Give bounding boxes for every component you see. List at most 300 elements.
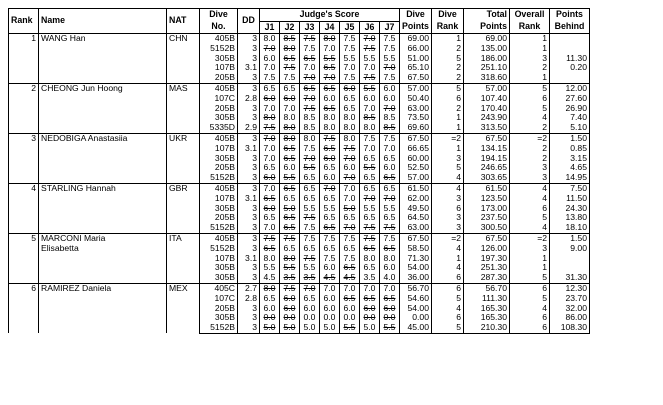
results-table <box>8 8 590 334</box>
points-behind <box>550 263 590 273</box>
total-points: 237.50 <box>464 213 510 223</box>
judge-score-value: 8.5 <box>283 33 296 43</box>
athlete-nat: ITA <box>167 233 200 283</box>
judge-score-value: 7.0 <box>263 143 276 153</box>
points-behind: 14.95 <box>550 173 590 183</box>
judge-score-1 <box>260 163 280 173</box>
judge-score-value: 5.5 <box>303 203 316 213</box>
degree-of-difficulty: 2.7 <box>238 283 260 293</box>
judge-score-value: 7.0 <box>303 153 316 163</box>
total-points: 303.65 <box>464 173 510 183</box>
athlete-rank: 2 <box>9 83 39 133</box>
judge-score-7 <box>380 104 400 114</box>
judge-score-value: 7.5 <box>283 73 296 83</box>
judge-score-2 <box>280 204 300 214</box>
judge-score-value: 7.5 <box>303 103 316 113</box>
dive-rank: 1 <box>432 123 464 133</box>
points-behind: 13.80 <box>550 213 590 223</box>
header-dive-no-line1: Dive <box>200 9 238 22</box>
judge-score-value: 6.5 <box>383 173 396 183</box>
judge-score-value: 8.0 <box>323 33 336 43</box>
judge-score-value: 7.0 <box>263 103 276 113</box>
dive-points: 69.60 <box>400 123 432 133</box>
judge-score-value: 5.0 <box>323 323 336 333</box>
total-points: 194.15 <box>464 154 510 164</box>
judge-score-1 <box>260 233 280 243</box>
judge-score-4 <box>320 313 340 323</box>
judge-score-value: 6.5 <box>263 193 276 203</box>
athlete-name-line: WANG Han <box>41 33 86 43</box>
degree-of-difficulty: 3 <box>238 34 260 44</box>
dive-rank: 2 <box>432 44 464 54</box>
judge-score-value: 8.0 <box>383 253 396 263</box>
judge-score-3 <box>300 54 320 64</box>
dive-number: 5152B <box>200 223 238 233</box>
judge-score-2 <box>280 54 300 64</box>
judge-score-value: 6.5 <box>363 213 376 223</box>
judge-score-value: 7.5 <box>343 33 356 43</box>
judge-score-value: 6.5 <box>303 183 316 193</box>
judge-score-6 <box>360 213 380 223</box>
judge-score-7 <box>380 133 400 143</box>
overall-rank: 6 <box>510 94 550 104</box>
judge-score-2 <box>280 34 300 44</box>
judge-score-value: 6.5 <box>383 293 396 303</box>
judge-score-value: 6.5 <box>363 183 376 193</box>
judge-score-3 <box>300 104 320 114</box>
overall-rank: 4 <box>510 113 550 123</box>
judge-score-value: 7.0 <box>343 183 356 193</box>
judge-score-value: 7.5 <box>383 233 396 243</box>
dive-number: 107C <box>200 94 238 104</box>
judge-score-6 <box>360 34 380 44</box>
overall-rank: 3 <box>510 173 550 183</box>
dive-row <box>9 183 590 193</box>
judge-score-7 <box>380 54 400 64</box>
judge-score-3 <box>300 73 320 83</box>
dive-points: 57.00 <box>400 173 432 183</box>
judge-score-5 <box>340 213 360 223</box>
judge-score-value: 7.0 <box>323 73 336 83</box>
total-points: 56.70 <box>464 283 510 293</box>
degree-of-difficulty: 3 <box>238 223 260 233</box>
total-points: 313.50 <box>464 123 510 133</box>
dive-points: 45.00 <box>400 323 432 333</box>
judge-score-4 <box>320 104 340 114</box>
judge-score-4 <box>320 163 340 173</box>
judge-score-4 <box>320 73 340 83</box>
header-dive-rank-line2: Rank <box>432 22 464 34</box>
judge-score-1 <box>260 144 280 154</box>
judge-score-value: 6.0 <box>363 93 376 103</box>
judge-score-value: 5.5 <box>363 163 376 173</box>
judge-score-value: 7.5 <box>263 73 276 83</box>
judge-score-5 <box>340 173 360 183</box>
points-behind: 12.30 <box>550 283 590 293</box>
athlete-name <box>39 133 167 183</box>
judge-score-3 <box>300 173 320 183</box>
total-points: 107.40 <box>464 94 510 104</box>
dive-number: 205B <box>200 304 238 314</box>
points-behind: 31.30 <box>550 273 590 283</box>
judge-score-value: 6.5 <box>383 243 396 253</box>
judge-score-2 <box>280 44 300 54</box>
judge-score-value: 6.5 <box>323 83 336 93</box>
total-points: 69.00 <box>464 34 510 44</box>
judge-score-4 <box>320 213 340 223</box>
judge-score-value: 0.0 <box>343 313 356 323</box>
judge-score-value: 6.5 <box>323 223 336 233</box>
dive-rank: 1 <box>432 113 464 123</box>
header-judge-2: J2 <box>280 22 300 34</box>
judge-score-value: 7.5 <box>383 133 396 143</box>
athlete-rank: 4 <box>9 183 39 233</box>
judge-score-5 <box>340 194 360 204</box>
judge-score-value: 7.0 <box>303 93 316 103</box>
judge-score-2 <box>280 263 300 273</box>
judge-score-5 <box>340 223 360 233</box>
points-behind: 11.30 <box>550 54 590 64</box>
athlete-group <box>9 233 590 283</box>
athlete-name <box>39 83 167 133</box>
degree-of-difficulty: 3 <box>238 244 260 254</box>
judge-score-6 <box>360 273 380 283</box>
judge-score-value: 5.5 <box>323 53 336 63</box>
judge-score-2 <box>280 163 300 173</box>
degree-of-difficulty: 2.8 <box>238 294 260 304</box>
judge-score-value: 8.0 <box>323 113 336 123</box>
judge-score-value: 0.0 <box>283 313 296 323</box>
degree-of-difficulty: 3 <box>238 323 260 333</box>
overall-rank: =2 <box>510 233 550 243</box>
overall-rank: 4 <box>510 194 550 204</box>
judge-score-2 <box>280 144 300 154</box>
judge-score-6 <box>360 233 380 243</box>
judge-score-7 <box>380 273 400 283</box>
overall-rank: 6 <box>510 313 550 323</box>
judge-score-5 <box>340 163 360 173</box>
header-nat: NAT <box>167 9 200 34</box>
judge-score-value: 6.5 <box>283 183 296 193</box>
judge-score-2 <box>280 233 300 243</box>
judge-score-2 <box>280 113 300 123</box>
judge-score-value: 6.0 <box>323 293 336 303</box>
points-behind: 4.65 <box>550 163 590 173</box>
overall-rank: 4 <box>510 223 550 233</box>
dive-number: 305B <box>200 273 238 283</box>
judge-score-value: 7.5 <box>363 223 376 233</box>
dive-points: 54.00 <box>400 263 432 273</box>
judge-score-5 <box>340 273 360 283</box>
judge-score-value: 7.0 <box>363 33 376 43</box>
dive-rank: 3 <box>432 194 464 204</box>
header-dive-no-line2: No. <box>200 22 238 34</box>
judge-score-value: 6.5 <box>383 153 396 163</box>
dive-points: 64.50 <box>400 213 432 223</box>
dive-number: 305B <box>200 204 238 214</box>
header-overall-rank-line1: Overall <box>510 9 550 22</box>
judge-score-7 <box>380 144 400 154</box>
judge-score-value: 7.0 <box>383 283 396 293</box>
judge-score-4 <box>320 223 340 233</box>
judge-score-value: 3.5 <box>283 273 296 283</box>
judge-score-value: 7.0 <box>323 43 336 53</box>
judge-score-2 <box>280 183 300 193</box>
judge-score-value: 6.5 <box>283 53 296 63</box>
judge-score-value: 7.0 <box>363 283 376 293</box>
header-dive-rank-line1: Dive <box>432 9 464 22</box>
judge-score-1 <box>260 313 280 323</box>
judge-score-value: 7.0 <box>343 283 356 293</box>
judge-score-value: 7.5 <box>383 223 396 233</box>
header-name: Name <box>39 9 167 34</box>
judge-score-6 <box>360 323 380 333</box>
overall-rank: =2 <box>510 133 550 143</box>
judge-score-2 <box>280 83 300 93</box>
dive-number: 405B <box>200 83 238 93</box>
judge-score-value: 5.5 <box>383 53 396 63</box>
total-points: 165.30 <box>464 313 510 323</box>
dive-number: 205B <box>200 73 238 83</box>
judge-score-4 <box>320 173 340 183</box>
overall-rank: 4 <box>510 183 550 193</box>
judge-score-4 <box>320 123 340 133</box>
judge-score-3 <box>300 273 320 283</box>
judge-score-value: 5.5 <box>383 203 396 213</box>
judge-score-value: 8.0 <box>283 133 296 143</box>
judge-score-3 <box>300 144 320 154</box>
athlete-name-line: Elisabetta <box>41 242 79 253</box>
header-points-behind-line1: Points <box>550 9 590 22</box>
judge-score-value: 5.5 <box>303 163 316 173</box>
judge-score-value: 6.0 <box>383 263 396 273</box>
judge-score-value: 7.0 <box>343 193 356 203</box>
judge-score-4 <box>320 144 340 154</box>
judge-score-value: 6.0 <box>383 303 396 313</box>
degree-of-difficulty: 3 <box>238 173 260 183</box>
points-behind <box>550 73 590 83</box>
judge-score-value: 6.0 <box>263 173 276 183</box>
judge-score-value: 6.5 <box>303 83 316 93</box>
judge-score-6 <box>360 283 380 293</box>
judge-score-7 <box>380 213 400 223</box>
judge-score-4 <box>320 263 340 273</box>
dive-number: 405B <box>200 233 238 243</box>
degree-of-difficulty: 3.1 <box>238 63 260 73</box>
judge-score-7 <box>380 44 400 54</box>
header-total-points-line2: Points <box>464 22 510 34</box>
judge-score-value: 6.5 <box>283 83 296 93</box>
athlete-name <box>39 183 167 233</box>
total-points: 243.90 <box>464 113 510 123</box>
judge-score-value: 6.0 <box>343 303 356 313</box>
judge-score-3 <box>300 94 320 104</box>
judge-score-value: 7.5 <box>343 73 356 83</box>
judge-score-1 <box>260 223 280 233</box>
judge-score-4 <box>320 304 340 314</box>
judge-score-value: 7.5 <box>263 123 276 133</box>
judge-score-2 <box>280 294 300 304</box>
judge-score-value: 8.5 <box>383 123 396 133</box>
dive-points: 63.00 <box>400 104 432 114</box>
total-points: 287.30 <box>464 273 510 283</box>
judge-score-value: 6.5 <box>263 83 276 93</box>
judge-score-7 <box>380 194 400 204</box>
judge-score-value: 7.0 <box>363 103 376 113</box>
judge-score-value: 7.0 <box>343 173 356 183</box>
judge-score-value: 7.5 <box>323 133 336 143</box>
judge-score-value: 5.5 <box>383 323 396 333</box>
judge-score-6 <box>360 183 380 193</box>
judge-score-value: 6.5 <box>283 153 296 163</box>
judge-score-value: 7.5 <box>323 253 336 263</box>
judge-score-value: 4.5 <box>263 273 276 283</box>
judge-score-value: 6.5 <box>323 163 336 173</box>
athlete-group <box>9 183 590 233</box>
degree-of-difficulty: 3 <box>238 313 260 323</box>
judge-score-value: 6.5 <box>303 53 316 63</box>
judge-score-value: 7.5 <box>303 253 316 263</box>
judge-score-value: 6.5 <box>383 183 396 193</box>
judge-score-1 <box>260 123 280 133</box>
overall-rank: 1 <box>510 44 550 54</box>
degree-of-difficulty: 3 <box>238 54 260 64</box>
points-behind: 12.00 <box>550 83 590 93</box>
judge-score-5 <box>340 233 360 243</box>
points-behind: 108.30 <box>550 323 590 333</box>
judge-score-6 <box>360 104 380 114</box>
judge-score-3 <box>300 154 320 164</box>
judge-score-value: 7.5 <box>343 233 356 243</box>
judge-score-value: 7.0 <box>283 103 296 113</box>
dive-number: 5335D <box>200 123 238 133</box>
total-points: 318.60 <box>464 73 510 83</box>
dive-points: 52.50 <box>400 163 432 173</box>
athlete-group <box>9 83 590 133</box>
judge-score-value: 6.0 <box>283 93 296 103</box>
judge-score-value: 6.5 <box>283 143 296 153</box>
dive-points: 71.30 <box>400 254 432 264</box>
dive-points: 56.70 <box>400 283 432 293</box>
judge-score-value: 7.0 <box>263 153 276 163</box>
judge-score-value: 7.0 <box>303 63 316 73</box>
degree-of-difficulty: 3 <box>238 83 260 93</box>
judge-score-value: 5.0 <box>363 323 376 333</box>
header-points-behind-line2: Behind <box>550 22 590 34</box>
judge-score-value: 4.0 <box>383 273 396 283</box>
judge-score-value: 8.0 <box>283 123 296 133</box>
dive-number: 405C <box>200 283 238 293</box>
judge-score-5 <box>340 283 360 293</box>
judge-score-value: 7.0 <box>383 143 396 153</box>
judge-score-value: 6.5 <box>283 243 296 253</box>
judge-score-value: 4.5 <box>323 273 336 283</box>
judge-score-value: 7.5 <box>363 233 376 243</box>
judge-score-2 <box>280 73 300 83</box>
header-rank: Rank <box>9 9 39 34</box>
judge-score-4 <box>320 63 340 73</box>
judge-score-value: 8.0 <box>263 253 276 263</box>
judge-score-value: 5.5 <box>343 323 356 333</box>
judge-score-1 <box>260 273 280 283</box>
judge-score-value: 7.5 <box>343 143 356 153</box>
judge-score-5 <box>340 144 360 154</box>
dive-points: 54.60 <box>400 294 432 304</box>
judge-score-3 <box>300 44 320 54</box>
judge-score-1 <box>260 194 280 204</box>
judge-score-value: 7.0 <box>343 63 356 73</box>
degree-of-difficulty: 3 <box>238 113 260 123</box>
dive-number: 107B <box>200 63 238 73</box>
points-behind: 9.00 <box>550 244 590 254</box>
dive-number: 5152B <box>200 323 238 333</box>
judge-score-4 <box>320 294 340 304</box>
judge-score-value: 0.0 <box>383 313 396 323</box>
judge-score-value: 6.5 <box>263 213 276 223</box>
judge-score-2 <box>280 63 300 73</box>
judge-score-4 <box>320 273 340 283</box>
points-behind: 32.00 <box>550 304 590 314</box>
overall-rank: 2 <box>510 144 550 154</box>
dive-rank: 4 <box>432 263 464 273</box>
judge-score-value: 6.5 <box>323 193 336 203</box>
athlete-rank: 3 <box>9 133 39 183</box>
dive-points: 50.40 <box>400 94 432 104</box>
judge-score-value: 7.5 <box>383 33 396 43</box>
dive-number: 107B <box>200 254 238 264</box>
judge-score-1 <box>260 173 280 183</box>
judge-score-5 <box>340 323 360 333</box>
judge-score-4 <box>320 323 340 333</box>
judge-score-value: 7.0 <box>323 183 336 193</box>
judge-score-5 <box>340 183 360 193</box>
total-points: 186.00 <box>464 54 510 64</box>
judge-score-4 <box>320 183 340 193</box>
judge-score-value: 5.5 <box>363 53 376 63</box>
judge-score-value: 6.5 <box>323 63 336 73</box>
degree-of-difficulty: 3.1 <box>238 254 260 264</box>
total-points: 173.00 <box>464 204 510 214</box>
degree-of-difficulty: 3.1 <box>238 144 260 154</box>
judge-score-value: 0.0 <box>263 313 276 323</box>
judge-score-1 <box>260 83 280 93</box>
degree-of-difficulty: 3 <box>238 44 260 54</box>
judge-score-value: 6.5 <box>263 243 276 253</box>
dive-points: 67.50 <box>400 133 432 143</box>
degree-of-difficulty: 3 <box>238 263 260 273</box>
judge-score-value: 7.0 <box>263 183 276 193</box>
judge-score-value: 6.5 <box>343 93 356 103</box>
dive-rank: 3 <box>432 223 464 233</box>
athlete-rank: 6 <box>9 283 39 333</box>
dive-number: 5152B <box>200 244 238 254</box>
athlete-nat: GBR <box>167 183 200 233</box>
header-judge-1: J1 <box>260 22 280 34</box>
judge-score-3 <box>300 254 320 264</box>
judge-score-value: 6.5 <box>323 103 336 113</box>
dive-rank: 5 <box>432 294 464 304</box>
header-judges-score: Judge's Score <box>260 9 400 22</box>
dive-row <box>9 133 590 143</box>
judge-score-1 <box>260 183 280 193</box>
judge-score-5 <box>340 263 360 273</box>
header-overall-rank-line2: Rank <box>510 22 550 34</box>
judge-score-value: 5.0 <box>343 203 356 213</box>
judge-score-value: 8.5 <box>303 113 316 123</box>
judge-score-6 <box>360 163 380 173</box>
dive-row <box>9 233 590 243</box>
judge-score-6 <box>360 263 380 273</box>
